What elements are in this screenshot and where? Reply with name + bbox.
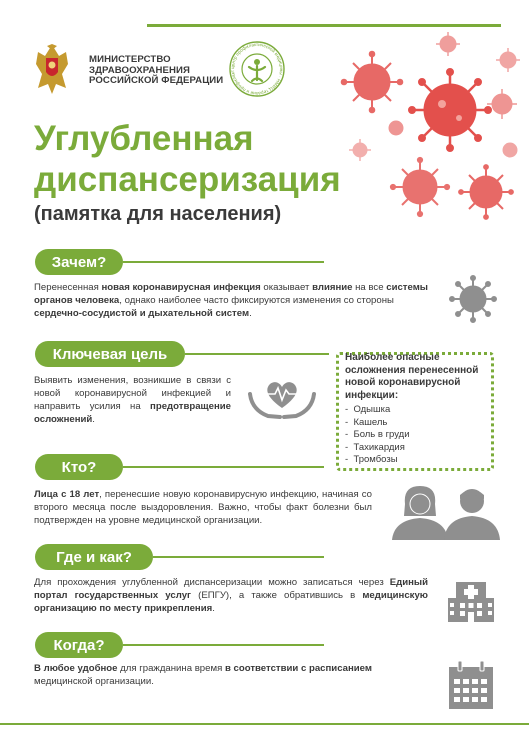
- coat-of-arms-emblem-icon: [28, 44, 76, 98]
- list-item: - Кашель: [345, 416, 388, 428]
- who-text: Лица с 18 лет, перенесшие новую коронавирусную инфекцию, начиная со второго месяца после выздоровления. Важно, чтобы факт болезни был подтвержден на уровне медицинской организации.: [34, 489, 372, 526]
- why-label: Зачем?: [35, 249, 123, 275]
- bottom-divider: [0, 723, 529, 725]
- complications-title: Наиболее опасные осложнения перенесенной новой коронавирусной инфекции:: [345, 352, 479, 401]
- ministry-name: [89, 55, 223, 87]
- page-title: [34, 118, 354, 200]
- title-line-1: Углубленная: [34, 119, 254, 158]
- virus-icon: [448, 274, 498, 324]
- goal-divider: [185, 353, 329, 355]
- complications-list: [345, 404, 410, 467]
- list-item: - Одышка: [345, 404, 391, 415]
- where-text: Для прохождения углубленной диспансеризации можно записаться через Единый портал государственных услуг (ЕПГУ), а также обратившись в медицинскую организацию по месту прикрепления.: [34, 577, 428, 614]
- hospital-icon: [446, 574, 496, 624]
- top-divider: [147, 24, 501, 27]
- title-line-2: диспансеризация: [34, 160, 341, 199]
- ministry-line-1: МИНИСТЕРСТВО: [89, 54, 171, 65]
- list-item: - Тромбозы: [345, 454, 398, 466]
- where-divider: [153, 556, 324, 558]
- why-divider: [123, 261, 324, 263]
- where-label: Где и как?: [35, 544, 153, 570]
- when-divider: [123, 644, 324, 646]
- ministry-line-2: ЗДРАВООХРАНЕНИЯ: [89, 64, 191, 76]
- list-item: - Боль в груди: [345, 429, 410, 441]
- who-divider: [123, 466, 324, 468]
- ministry-line-3: РОССИЙСКОЙ ФЕДЕРАЦИИ: [89, 75, 224, 86]
- goal-text: Выявить изменения, возникшие в связи с новой коронавирусной инфекцией и направить усилия на предотвращение осложнений.: [34, 375, 231, 425]
- calendar-icon: [447, 660, 495, 710]
- when-label: Когда?: [35, 632, 123, 658]
- heart-in-hands-icon: [246, 372, 318, 422]
- why-text: Перенесенная новая коронавирусная инфекция оказывает влияние на все системы органов человека, однако наиболее часто фиксируются изменения со стороны сердечно-сосудистой и дыхательной систем.: [34, 282, 429, 319]
- when-text: В любое удобное для гражданина время в соответствии с расписанием медицинской организации.: [34, 663, 372, 687]
- center-preventive-medicine-logo-icon: [228, 40, 286, 98]
- people-icon: [388, 484, 504, 540]
- who-label: Кто?: [35, 454, 123, 480]
- goal-label: Ключевая цель: [35, 341, 185, 367]
- center-logo-ring-text: центр профилактической медицины · НМИЦ терапии и профилакт: [229, 41, 285, 97]
- page-subtitle: (памятка для населения): [34, 203, 282, 225]
- list-item: - Тахикардия: [345, 441, 405, 453]
